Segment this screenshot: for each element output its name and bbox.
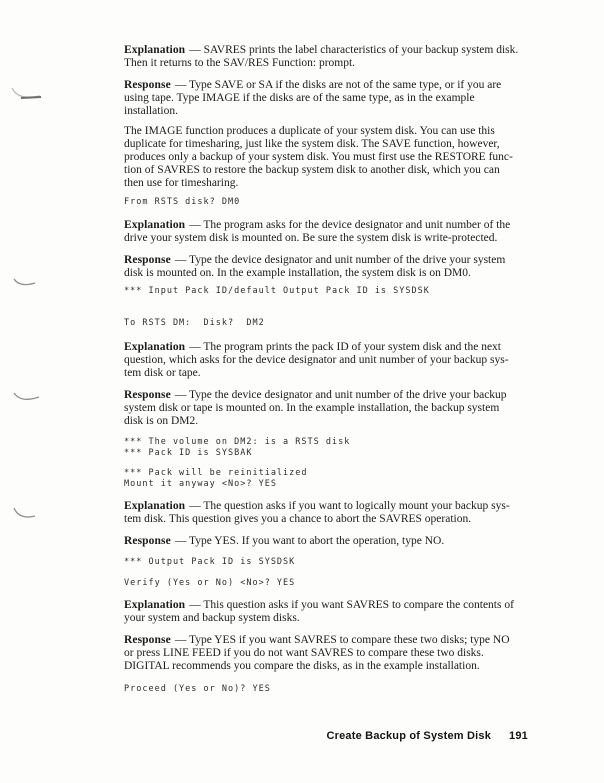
paragraph <box>124 535 564 548</box>
paragraph <box>124 219 564 245</box>
text-line <box>124 79 564 92</box>
paragraph-lead: Explanation <box>124 599 186 611</box>
text-line: duplicate for timesharing, just like the system disk. The SAVE function, however, <box>124 138 500 150</box>
page-number: 191 <box>509 730 528 742</box>
paragraph-lead: Response <box>124 79 171 91</box>
terminal-output <box>124 286 564 297</box>
text-line: disk is mounted on. In the example installation, the system disk is on DM0. <box>124 267 471 279</box>
text-line <box>124 254 564 267</box>
text-run: — Type YES if you want SAVRES to compare these two disks; type NO <box>174 634 510 646</box>
terminal-line: Proceed (Yes or No)? YES <box>124 684 271 694</box>
text-line <box>124 389 564 402</box>
paragraph <box>124 254 564 280</box>
text-line: The IMAGE function produces a duplicate of your system disk. You can use this <box>124 125 495 137</box>
terminal-line: *** Pack ID is SYSBAK <box>124 448 253 458</box>
pencil-checkmark <box>10 86 44 102</box>
terminal-line: Mount it anyway <No>? YES <box>124 479 277 489</box>
paragraph <box>124 500 564 526</box>
text-line: DIGITAL recommends you compare the disks, as in the example installation. <box>124 660 480 672</box>
terminal-output <box>124 318 564 329</box>
paragraph-lead: Response <box>124 634 171 646</box>
text-run: — Type the device designator and unit number of the drive your backup <box>174 389 507 401</box>
paragraph-lead: Response <box>124 254 171 266</box>
text-line <box>124 341 564 354</box>
text-line: using tape. Type IMAGE if the disks are of the same type, as in the example <box>124 92 475 104</box>
text-run: — The question asks if you want to logically mount your backup sys- <box>189 500 510 512</box>
text-line: your system and backup system disks. <box>124 612 300 624</box>
terminal-line: *** Output Pack ID is SYSDSK <box>124 557 296 567</box>
text-line <box>124 219 564 232</box>
paragraph-lead: Response <box>124 389 171 401</box>
text-line: then use for timesharing. <box>124 177 239 189</box>
pencil-checkmark <box>13 506 37 521</box>
text-line: tem disk. This question gives you a chance to abort the SAVRES operation. <box>124 513 472 525</box>
terminal-line: To RSTS DM: Disk? DM2 <box>124 318 265 328</box>
terminal-output <box>124 578 564 589</box>
text-line: installation. <box>124 105 178 117</box>
terminal-line: *** The volume on DM2: is a RSTS disk <box>124 437 351 447</box>
text-run: — The program prints the pack ID of your system disk and the next <box>189 341 502 353</box>
text-run: — Type the device designator and unit number of the drive your system <box>174 254 506 266</box>
text-run: — SAVRES prints the label characteristics of your backup system disk. <box>189 44 519 56</box>
text-line: system disk or tape is mounted on. In the example installation, the backup system <box>124 402 500 414</box>
text-line: tion of SAVRES to restore the backup system disk to another disk, which you can <box>124 164 500 176</box>
paragraph <box>124 634 564 673</box>
terminal-output <box>124 468 564 490</box>
paragraph-lead: Explanation <box>124 44 186 56</box>
page-footer <box>0 730 528 742</box>
terminal-line: *** Pack will be reinitialized <box>124 468 308 478</box>
text-line <box>124 500 564 513</box>
text-line <box>124 634 564 647</box>
paragraph-lead: Explanation <box>124 341 186 353</box>
paragraph <box>124 79 564 118</box>
pencil-checkmark <box>13 390 41 403</box>
terminal-line: Verify (Yes or No) <No>? YES <box>124 578 296 588</box>
paragraph-lead: Explanation <box>124 219 186 231</box>
terminal-output <box>124 437 564 459</box>
paragraph <box>124 341 564 380</box>
text-line: or press LINE FEED if you do not want SAVRES to compare these two disks. <box>124 647 484 659</box>
terminal-output <box>124 197 564 208</box>
text-run: — Type YES. If you want to abort the operation, type NO. <box>174 535 445 547</box>
text-run: — This question asks if you want SAVRES to compare the contents of <box>189 599 514 611</box>
text-line: produces only a backup of your system disk. You must first use the RESTORE func- <box>124 151 513 163</box>
page-content <box>124 44 564 695</box>
text-line: disk is on DM2. <box>124 415 199 427</box>
paragraph <box>124 599 564 625</box>
text-run: — Type SAVE or SA if the disks are not of the same type, or if you are <box>174 79 502 91</box>
text-line <box>124 599 564 612</box>
terminal-output <box>124 684 564 695</box>
text-line: question, which asks for the device designator and unit number of your backup sys- <box>124 354 509 366</box>
paragraph-lead: Response <box>124 535 171 547</box>
paragraph <box>124 44 564 70</box>
terminal-line: *** Input Pack ID/default Output Pack ID is SYSDSK <box>124 286 430 296</box>
text-line: Then it returns to the SAV/RES Function: prompt. <box>124 57 356 69</box>
footer-section-title: Create Backup of System Disk <box>326 730 492 742</box>
text-run: — The program asks for the device designator and unit number of the <box>189 219 511 231</box>
text-line <box>124 44 564 57</box>
paragraph <box>124 389 564 428</box>
text-line: drive your system disk is mounted on. Be sure the system disk is write-protected. <box>124 232 498 244</box>
text-line: tem disk or tape. <box>124 367 201 379</box>
paragraph <box>124 125 564 190</box>
text-line <box>124 535 564 548</box>
terminal-line: From RSTS disk? DM0 <box>124 197 241 207</box>
paragraph-lead: Explanation <box>124 500 186 512</box>
terminal-output <box>124 557 564 568</box>
pencil-checkmark <box>13 277 37 288</box>
